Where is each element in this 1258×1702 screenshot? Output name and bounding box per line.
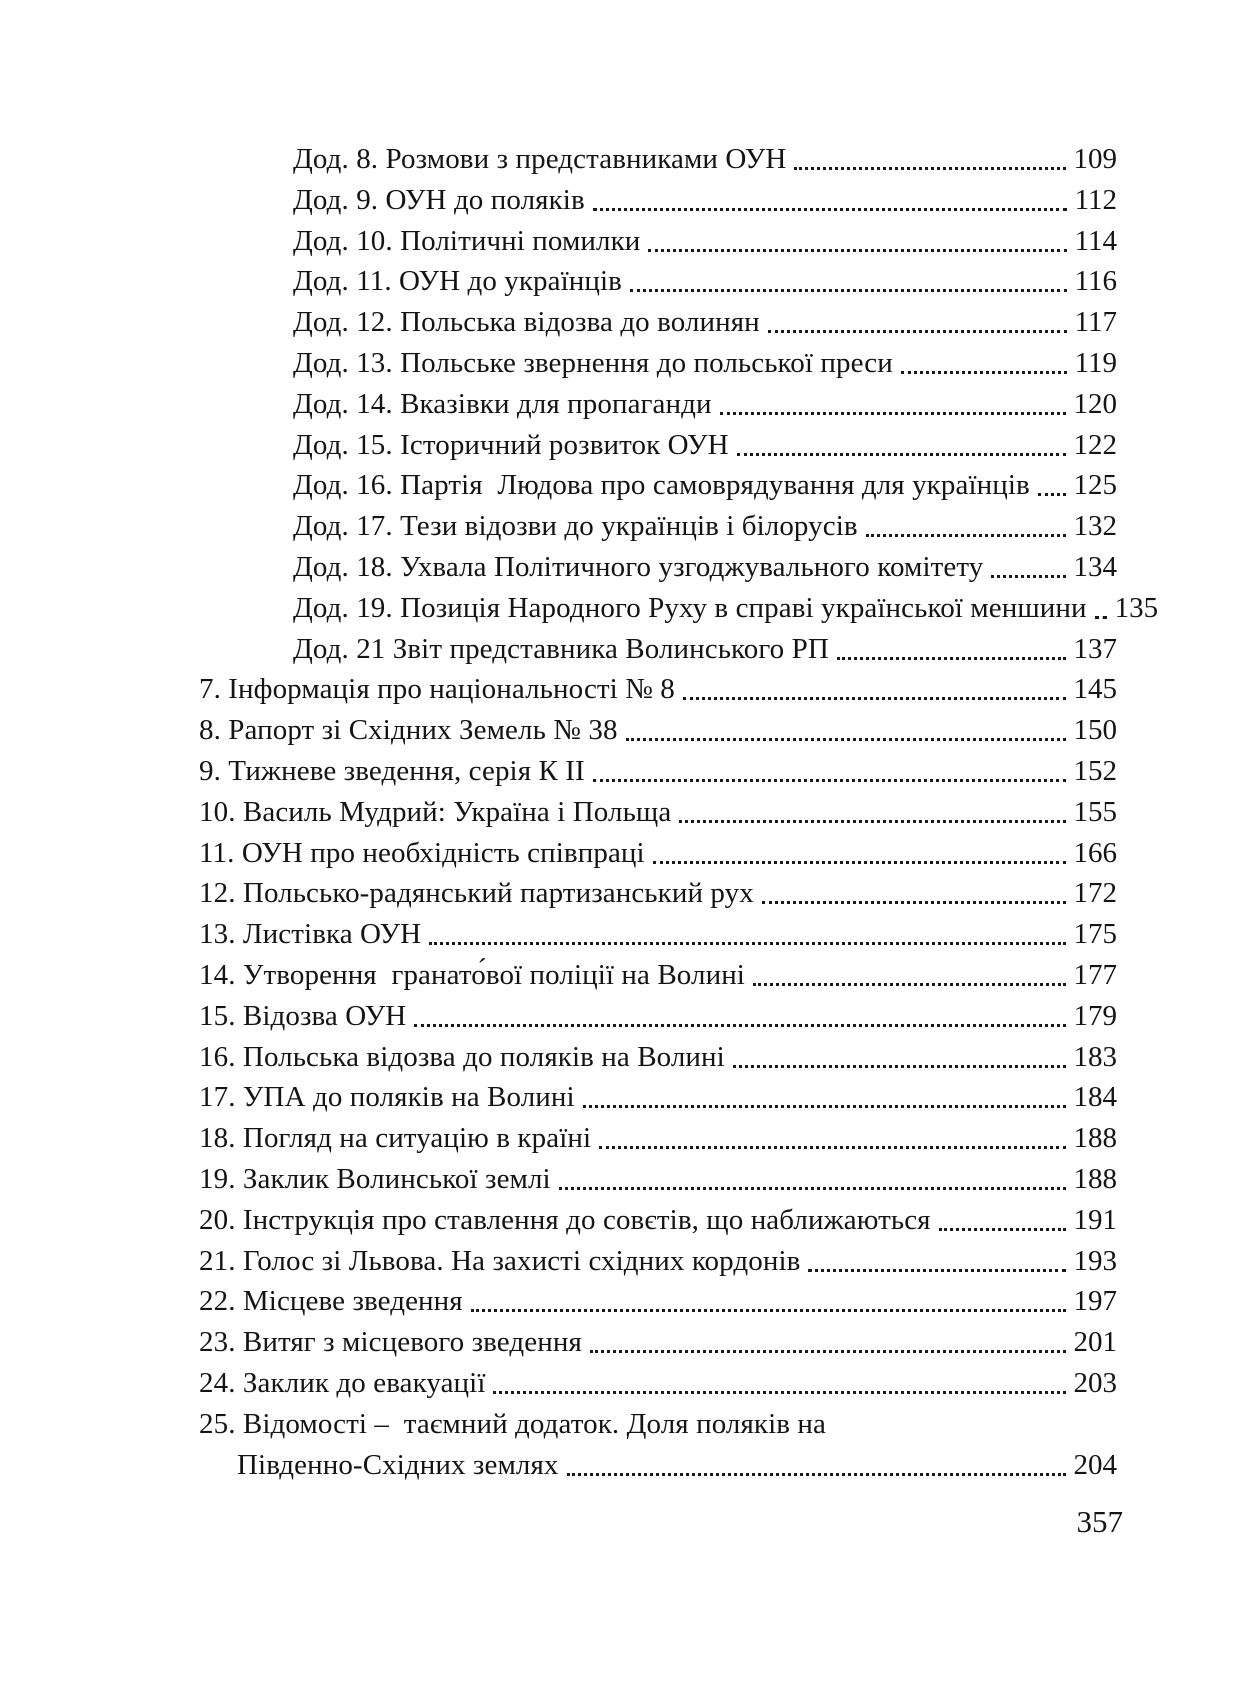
footer-page-number: 357	[1076, 1504, 1123, 1539]
dot-leader	[648, 249, 1066, 252]
toc-page-number: 109	[1073, 143, 1117, 175]
toc-entry-label: Дод. 19. Позиція Народного Руху в справі української меншини	[293, 591, 1087, 624]
toc-entry	[199, 588, 1159, 629]
toc-entry	[199, 261, 1117, 302]
dot-leader	[1038, 493, 1066, 496]
toc-entry-label: Дод. 17. Тези відозви до українців і білорусів	[293, 510, 858, 543]
toc-entry-label: Дод. 10. Політичні помилки	[293, 224, 641, 257]
toc-entry-label: Дод. 9. ОУН до поляків	[293, 183, 585, 216]
dot-leader	[762, 901, 1066, 904]
toc-entry	[199, 465, 1117, 506]
toc-entry	[199, 873, 1117, 914]
toc-entry-label: Дод. 13. Польське звернення до польської преси	[293, 346, 893, 379]
toc-entry	[199, 180, 1117, 221]
toc-entry	[199, 302, 1117, 343]
toc-entry-label: 13. Листівка ОУН	[199, 918, 422, 951]
dot-leader	[679, 820, 1065, 823]
dot-leader	[626, 738, 1066, 741]
toc-entry-label: Дод. 8. Розмови з представниками ОУН	[293, 143, 787, 175]
toc-entry-label: 22. Місцеве зведення	[199, 1285, 463, 1318]
toc-page-number: 135	[1114, 591, 1159, 624]
dot-leader	[599, 1146, 1065, 1149]
dot-leader	[901, 371, 1067, 374]
toc-entry	[199, 833, 1117, 874]
dot-leader	[1095, 616, 1107, 619]
dot-leader	[414, 1024, 1065, 1027]
toc-entry-label: 9. Тижневе зведення, серія К ІІ	[199, 754, 585, 787]
toc-entry	[199, 139, 1117, 180]
toc-page-number: 145	[1073, 673, 1117, 706]
toc-entry	[199, 1363, 1117, 1404]
toc-entry-label: 20. Інструкція про ставлення до совєтів, що наближаються	[199, 1203, 931, 1236]
toc-page-number: 184	[1073, 1081, 1117, 1114]
table-of-contents	[199, 139, 1159, 1485]
toc-entry-label: 23. Витяг з місцевого зведення	[199, 1326, 582, 1359]
dot-leader	[768, 330, 1067, 333]
toc-page-number: 119	[1074, 346, 1117, 379]
toc-page-number: 155	[1073, 795, 1117, 828]
toc-page-number: 112	[1074, 183, 1117, 216]
dot-leader	[593, 208, 1067, 211]
toc-page-number: 134	[1073, 550, 1117, 583]
toc-page-number: 179	[1073, 999, 1117, 1032]
toc-page-number: 120	[1073, 387, 1117, 420]
toc-entry	[199, 1077, 1117, 1118]
toc-entry-label: 24. Заклик до евакуації	[199, 1366, 486, 1399]
toc-entry	[199, 751, 1117, 792]
dot-leader	[559, 1187, 1066, 1190]
dot-leader	[493, 1391, 1065, 1394]
toc-page-number: 152	[1073, 754, 1117, 787]
dot-leader	[753, 983, 1066, 986]
toc-page-number: 137	[1073, 632, 1117, 665]
toc-entry	[199, 1322, 1117, 1363]
toc-entry-label: 25. Відомості – таємний додаток. Доля поляків на	[199, 1407, 826, 1440]
dot-leader	[837, 657, 1066, 660]
toc-entry-label: 21. Голос зі Львова. На захисті східних кордонів	[199, 1244, 801, 1277]
toc-entry	[199, 221, 1117, 262]
toc-page-number: 188	[1073, 1162, 1117, 1195]
toc-page-number: 122	[1073, 428, 1117, 461]
toc-entry	[199, 1159, 1117, 1200]
toc-entry-label: Дод. 11. ОУН до українців	[293, 265, 622, 298]
toc-page-number: 193	[1073, 1244, 1117, 1277]
toc-entry	[199, 547, 1117, 588]
toc-entry	[199, 914, 1117, 955]
toc-page-number: 177	[1073, 958, 1117, 991]
toc-entry-label: 7. Інформація про національності № 8	[199, 673, 675, 706]
toc-entry	[199, 792, 1117, 833]
toc-entry	[199, 1404, 1117, 1445]
toc-page-number: 125	[1073, 469, 1117, 502]
toc-page-number: 172	[1073, 877, 1117, 910]
dot-leader	[590, 1350, 1066, 1353]
toc-entry	[199, 955, 1117, 996]
toc-entry-label: 14. Утворення гранато́вої поліції на Волині	[199, 958, 745, 991]
toc-entry	[199, 996, 1117, 1037]
dot-leader	[794, 167, 1065, 170]
toc-entry	[199, 1281, 1117, 1322]
toc-entry-label: Дод. 14. Вказівки для пропаганди	[293, 387, 712, 420]
toc-entry	[199, 629, 1117, 670]
toc-entry-label: 8. Рапорт зі Східних Земель № 38	[199, 714, 618, 747]
toc-page-number: 114	[1074, 224, 1117, 257]
toc-entry-label: 12. Польсько-радянський партизанський рух	[199, 877, 754, 910]
toc-entry	[199, 384, 1117, 425]
toc-entry-label: 19. Заклик Волинської землі	[199, 1162, 551, 1195]
dot-leader	[429, 942, 1065, 945]
toc-entry-label: 18. Погляд на ситуацію в країні	[199, 1122, 592, 1155]
toc-entry	[199, 1037, 1117, 1078]
toc-page-number: 183	[1073, 1040, 1117, 1073]
dot-leader	[737, 453, 1066, 456]
toc-page-number: 188	[1073, 1122, 1117, 1155]
toc-entry-label: 17. УПА до поляків на Волині	[199, 1081, 575, 1114]
dot-leader	[683, 697, 1066, 700]
dot-leader	[653, 861, 1066, 864]
toc-entry	[199, 669, 1117, 710]
toc-page-number: 191	[1073, 1203, 1117, 1236]
toc-entry	[199, 1445, 1117, 1486]
toc-page-number: 201	[1073, 1326, 1117, 1359]
toc-entry-label: Дод. 21 Звіт представника Волинського РП	[293, 632, 829, 665]
toc-entry-label: 16. Польська відозва до поляків на Волині	[199, 1040, 725, 1073]
dot-leader	[471, 1309, 1066, 1312]
toc-entry	[199, 425, 1117, 466]
toc-page-number: 132	[1073, 510, 1117, 543]
toc-page-number: 116	[1074, 265, 1117, 298]
dot-leader	[630, 289, 1067, 292]
toc-page-number: 204	[1073, 1448, 1117, 1481]
toc-entry	[199, 1241, 1117, 1282]
toc-entry	[199, 343, 1117, 384]
toc-page-number: 117	[1074, 306, 1117, 339]
toc-entry-label: Дод. 15. Історичний розвиток ОУН	[293, 428, 729, 461]
toc-entry-label: Південно-Східних землях	[237, 1448, 559, 1481]
toc-page-number: 175	[1073, 918, 1117, 951]
dot-leader	[733, 1065, 1066, 1068]
dot-leader	[567, 1473, 1066, 1476]
toc-page-number: 150	[1073, 714, 1117, 747]
dot-leader	[593, 779, 1066, 782]
toc-page-number: 203	[1073, 1366, 1117, 1399]
dot-leader	[991, 575, 1065, 578]
toc-entry-label: 10. Василь Мудрий: Україна і Польща	[199, 795, 672, 828]
dot-leader	[939, 1228, 1066, 1231]
toc-page-number: 166	[1073, 836, 1117, 869]
toc-entry	[199, 710, 1117, 751]
toc-entry	[199, 1200, 1117, 1241]
dot-leader	[720, 412, 1066, 415]
toc-entry	[199, 1118, 1117, 1159]
toc-entry-label: Дод. 16. Партія Людова про самоврядування для українців	[293, 469, 1030, 502]
toc-entry	[199, 506, 1117, 547]
toc-entry-label: Дод. 18. Ухвала Політичного узгоджувального комітету	[293, 550, 984, 583]
toc-entry-label: 11. ОУН про необхідність співпраці	[199, 836, 645, 869]
dot-leader	[583, 1105, 1066, 1108]
dot-leader	[866, 534, 1066, 537]
toc-entry-label: 15. Відозва ОУН	[199, 999, 407, 1032]
toc-page-number: 197	[1073, 1285, 1117, 1318]
dot-leader	[808, 1269, 1065, 1272]
toc-entry-label: Дод. 12. Польська відозва до волинян	[293, 306, 760, 339]
